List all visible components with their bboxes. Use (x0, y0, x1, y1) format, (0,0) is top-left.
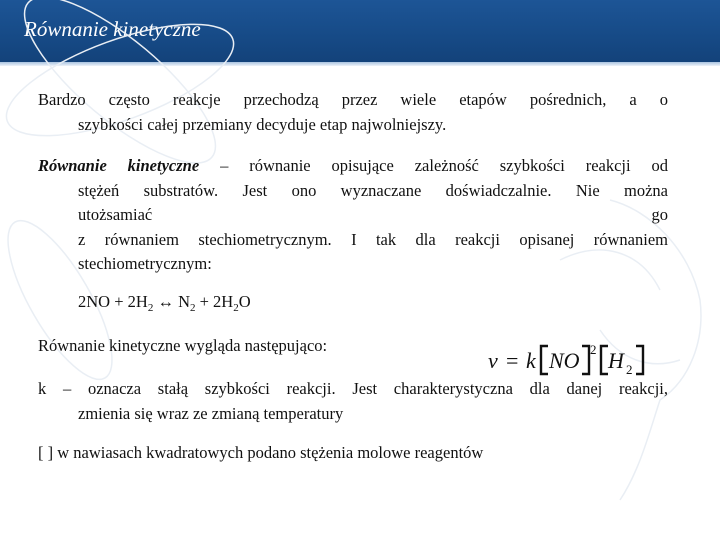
paragraph-intro (38, 88, 668, 137)
text-line: [ ] w nawiasach kwadratowych podano stężenia molowe reagentów (38, 443, 484, 462)
formula-equals: = (506, 348, 519, 373)
text-line: szybkości całej przemiany decyduje etap najwolniejszy. (78, 114, 447, 134)
formula-exponent: 2 (590, 342, 597, 357)
slide-title: Równanie kinetyczne (24, 17, 201, 41)
text-span: go (651, 205, 668, 224)
text-line: Bardzo często reakcje przechodzą przez wiele etapów pośrednich, a o (38, 90, 668, 109)
text-line: stężeń substratów. Jest ono wyznaczane doświadczalnie. Nie można (78, 180, 668, 200)
subscript: 2 (189, 302, 196, 314)
formula-h: H (608, 348, 624, 373)
text-line: Równanie kinetyczne wygląda następująco: (38, 336, 328, 355)
reaction-equation (78, 290, 378, 321)
text-span: – równanie opisujące zależność szybkości reakcji od (199, 156, 668, 175)
paragraph-rate-constant (38, 377, 668, 426)
header-divider (0, 62, 720, 66)
slide-header (0, 0, 720, 62)
paragraph-definition (38, 154, 668, 277)
formula-v: v (488, 348, 498, 373)
text-line: zmienia się wraz ze zmianą temperatury (78, 403, 344, 423)
subscript: 2 (147, 302, 154, 314)
reaction-part: O (238, 292, 251, 311)
formula-no: NO (549, 348, 580, 373)
reaction-part: ↔ N (153, 292, 190, 311)
subscript: 2 (233, 302, 239, 314)
rate-equation-formula (486, 340, 656, 378)
text-line (38, 203, 668, 228)
reaction-part: + 2H (195, 292, 234, 311)
reaction-part: 2NO + 2H (78, 292, 148, 311)
paragraph-rate-intro (38, 334, 458, 359)
text-line (38, 154, 668, 179)
formula-subscript: 2 (626, 362, 633, 377)
text-line: stechiometrycznym: (78, 254, 212, 273)
defined-term: Równanie kinetyczne (38, 156, 200, 175)
text-line: k – oznacza stałą szybkości reakcji. Jest charakterystyczna dla danej reakcji, (38, 379, 668, 398)
formula-k: k (526, 348, 536, 373)
text-line: z równaniem stechiometrycznym. I tak dla reakcji opisanej równaniem (78, 229, 668, 249)
paragraph-brackets (38, 441, 668, 466)
text-span: utożsamiać (78, 205, 153, 224)
